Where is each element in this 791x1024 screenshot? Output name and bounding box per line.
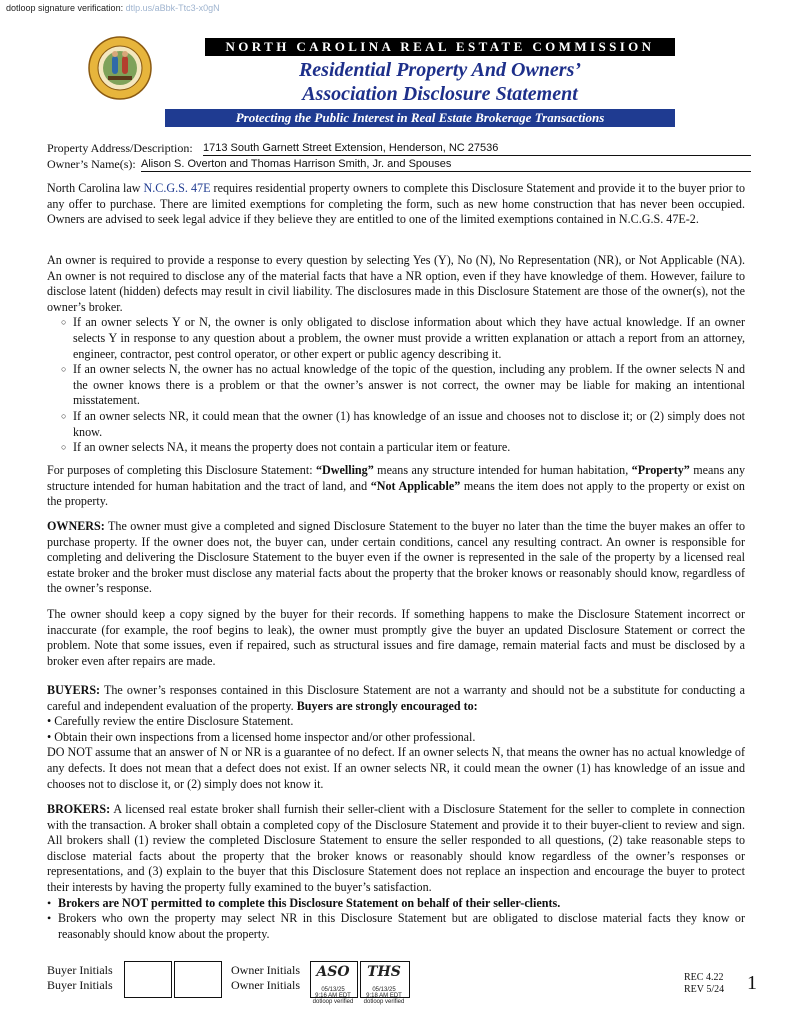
buyer-initials-label-1: Buyer Initials: [47, 963, 113, 977]
owner-copy-paragraph: The owner should keep a copy signed by the buyer for their records. If something happens to make the Disclosure Statement incorrect or inaccurate (for example, the roof begins to leak), the owner must promptly give the buyer an updated Disclosure Statement or correct the problem. Note that some issues, even if repaired, such as structural issues and fire damage, remain material facts and must be disclosed by a broker even after repairs are made.: [47, 607, 745, 668]
buyer-initials-box-2[interactable]: [174, 961, 222, 998]
owners-heading: OWNERS:: [47, 519, 105, 533]
owner-names-field: [47, 157, 751, 173]
list-item: ○ If an owner selects Y or N, the owner is only obligated to disclose information about which they have actual knowledge. If an owner selects Y in response to any question about a problem, the owner must provide a written explanation or attach a report from an attorney, engineer, contractor, pest control operator, or other expert or public agency describing it.: [61, 315, 745, 361]
property-address-underline: [203, 155, 751, 156]
commission-banner: NORTH CAROLINA REAL ESTATE COMMISSION: [205, 38, 675, 56]
term-dwelling: “Dwelling”: [315, 463, 374, 477]
property-address-field: [47, 141, 751, 157]
list-item: ○ If an owner selects NR, it could mean that the owner (1) has knowledge of an issue and chooses not to disclose it; or (2) simply does not know.: [61, 408, 745, 439]
signature-time-2: 9:18 AM EDT: [366, 993, 402, 999]
owner-initials-2: THS: [367, 964, 401, 980]
rev-date: REV 5/24: [684, 984, 725, 995]
term-not-applicable: “Not Applicable”: [370, 478, 461, 493]
buyer-initials-label-2: Buyer Initials: [47, 978, 113, 992]
list-item: • Brokers are NOT permitted to complete this Disclosure Statement on behalf of their seller-clients.: [47, 895, 561, 910]
definitions-paragraph: For purposes of completing this Disclosure Statement: “Dwelling” means any structure intended for human habitation, “Property” means any structure intended for human habitation and the tract of land, and “Not Applicable” means the item does not apply to the property or exist on the property.: [47, 463, 746, 509]
ncgs-47e-link[interactable]: N.C.G.S. 47E: [143, 181, 211, 195]
response-list: [47, 315, 745, 455]
property-address-label: Property Address/Description:: [47, 141, 193, 155]
nc-commission-seal-icon: [88, 36, 152, 100]
owner-signature-1: [305, 964, 361, 1006]
title-line-1: Residential Property And Owners’: [298, 59, 582, 81]
owner-initials-1: ASO: [316, 964, 350, 980]
term-property: “Property”: [631, 463, 690, 477]
buyer-initials-labels: [47, 963, 113, 993]
intro-text-b: requires residential property owners to complete this Disclosure Statement and provide it to the buyer prior to any offer to purchase. There are limited exemptions for completing the form, such as new home construction that has never been occupied. Owners are advised to seek legal advice if they believe they are entitled to one of the limited exemptions contained in N.C.G.S. 47E-2.: [47, 181, 746, 227]
list-item: • Brokers who own the property may select NR in this Disclosure Statement but are obligated to disclose material facts they know or reasonably should know about the property.: [47, 911, 745, 941]
intro-text-a: North Carolina law: [47, 181, 144, 195]
list-item: ○ If an owner selects NA, it means the property does not contain a particular item or feature.: [61, 440, 511, 455]
dotloop-verified-1: dotloop verified: [312, 999, 354, 1005]
owner-initials-label-1: Owner Initials: [231, 963, 300, 977]
brokers-heading: BROKERS:: [47, 802, 111, 816]
verification-line: [6, 3, 220, 13]
owner-names-underline: [141, 171, 751, 172]
signature-time-1: 9:16 AM EDT: [315, 993, 351, 999]
owners-section: OWNERS: The owner must give a completed and signed Disclosure Statement to the buyer no later than the time the buyer makes an offer to purchase property. If the owner does not, the buyer can, under certain conditions, cancel any resulting contract. An owner is responsible for completing and delivering the Disclosure Statement to the buyer even if the owner is represented in the sale of the property by a licensed real estate broker and the broker must disclose any material facts about the property that the broker knows or reasonably should know, regardless of the owner’s response.: [47, 519, 745, 596]
title-line-2: Association Disclosure Statement: [302, 83, 578, 105]
subtitle-bar: Protecting the Public Interest in Real Estate Brokerage Transactions: [165, 109, 675, 127]
brokers-section: BROKERS: A licensed real estate broker shall furnish their seller-client with a Disclosure Statement for the seller to complete in connection with the transaction. A broker shall obtain a completed copy of the Disclosure Statement and provide it to their buyer-client to review and sign. All brokers shall (1) review the completed Disclosure Statement to ensure the seller responded to all questions, (2) take reasonable steps to disclose material facts about the property that the broker knows or reasonably should know regardless of the owner’s responses or representations, and (3) explain to the buyer that this Disclosure Statement does not replace an inspection and encourage the buyer to protect their interests by having the property fully examined to the buyer’s satisfaction. • Brokers are NOT permitted to complete this Disclosure Statement on behalf of their seller-clients. • Brokers who own the property may select NR in this Disclosure Statement but are obligated to disclose material facts they know or reasonably should know about the property.: [47, 802, 745, 941]
verification-label: dotloop signature verification:: [6, 3, 124, 13]
response-paragraph: [47, 253, 745, 456]
list-item: • Obtain their own inspections from a licensed home inspector and/or other professional.: [47, 729, 476, 744]
intro-paragraph: [47, 181, 745, 228]
document-title: [205, 58, 675, 106]
list-item: ○ If an owner selects N, the owner has no actual knowledge of the topic of the question, including any problem. If the owner selects N and the owner knows there is a problem or that the owner’s answer is not correct, the owner may be liable for making an intentional misstatement.: [61, 362, 745, 408]
property-address-value[interactable]: 1713 South Garnett Street Extension, Henderson, NC 27536: [203, 142, 499, 154]
owner-names-label: Owner’s Name(s):: [47, 157, 136, 171]
owner-names-value[interactable]: Alison S. Overton and Thomas Harrison Smith, Jr. and Spouses: [141, 158, 452, 170]
rec-number: REC 4.22: [684, 972, 724, 983]
owner-signature-2: [356, 964, 412, 1006]
form-revision: [684, 972, 724, 996]
verification-link[interactable]: dtlp.us/aBbk-Ttc3-x0gN: [125, 3, 220, 13]
list-item: • Carefully review the entire Disclosure Statement.: [47, 714, 294, 729]
buyers-heading: BUYERS:: [47, 683, 101, 697]
response-text: An owner is required to provide a response to every question by selecting Yes (Y), No (N), No Representation (NR), or Not Applicable (NA). An owner is not required to disclose any of the material facts that have a NR option, even if they have knowledge of them. However, failure to disclose latent (hidden) defects may result in civil liability. The disclosures made in this Disclosure Statement are those of the owner(s), not the owner’s broker.: [47, 253, 745, 314]
buyer-initials-box-1[interactable]: [124, 961, 172, 998]
owner-initials-label-2: Owner Initials: [231, 978, 300, 992]
dotloop-verified-2: dotloop verified: [363, 999, 405, 1005]
page-number: 1: [747, 972, 757, 994]
signature-date-1: 05/13/25: [321, 987, 345, 993]
buyers-section: BUYERS: The owner’s responses contained in this Disclosure Statement are not a warranty and should not be a substitute for conducting a careful and independent evaluation of the property. Buyers are strongly encouraged to: • Carefully review the entire Disclosure Statement. • Obtain their own inspections from a licensed home inspector and/or other professional. DO NOT assume that an answer of N or NR is a guarantee of no defect. If an owner selects N, that means the owner has no actual knowledge of any defects. It does not mean that a defect does not exist. If an owner selects NR, it could mean the owner (1) has knowledge of an issue and chooses not to disclose it, or (2) simply does not know it.: [47, 683, 745, 791]
signature-date-2: 05/13/25: [372, 987, 396, 993]
owner-initials-labels: [231, 963, 300, 993]
